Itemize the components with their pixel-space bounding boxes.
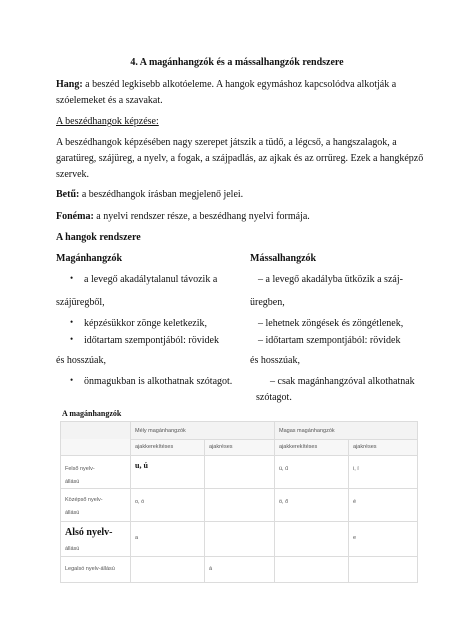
consonant-item4-line2: szótagot. <box>256 392 292 403</box>
betu-definition <box>56 188 243 201</box>
table-cell: ö, ő <box>279 499 289 505</box>
table-rule <box>60 421 61 583</box>
hang-definition-line1 <box>56 78 396 91</box>
subheader-unrounded-deep: ajakréses <box>209 444 233 450</box>
hang-definition-text: a beszéd legkisebb alkotóeleme. A hangok egymáshoz kapcsolódva alkotják a <box>82 79 397 90</box>
bullet-icon: • <box>70 317 74 327</box>
vowel-item3-line1: időtartam szempontjából: rövidek <box>84 335 219 346</box>
row-label-line2: állású <box>65 510 80 516</box>
table-rule <box>60 455 418 456</box>
row-label-line1: Felső nyelv- <box>65 466 95 472</box>
table-rule <box>60 488 418 489</box>
row-label-line2: állású <box>65 479 80 485</box>
vowel-item2: képzésükkor zönge keletkezik, <box>84 318 208 329</box>
table-cell: ü, ű <box>279 466 289 472</box>
subheader-unrounded-high: ajakréses <box>353 444 377 450</box>
table-header-shade <box>60 421 418 439</box>
table-rule <box>60 421 418 422</box>
bullet-icon: • <box>70 334 74 344</box>
row-label-line1: Legalsó nyelv-állású <box>65 566 115 572</box>
row-label-line1: Középső nyelv- <box>65 497 103 503</box>
table-rule <box>417 421 418 583</box>
table-cell: u, ú <box>135 461 148 470</box>
kepzes-text-line2: garatüreg, szájüreg, a nyelv, a fogak, a szájpadlás, az ajkak és az orrüreg. Ezek a hangképző <box>56 153 424 164</box>
fonema-text: a nyelvi rendszer része, a beszédhang nyelvi formája. <box>93 211 310 222</box>
consonants-heading: Mássalhangzók <box>250 253 317 264</box>
consonant-item1-line1: – a levegő akadályba ütközik a száj- <box>258 274 403 285</box>
consonant-item3-line2: és hosszúak, <box>250 355 300 366</box>
kepzes-text-line1: A beszédhangok képzésében nagy szerepet játszik a tüdő, a légcső, a hangszalagok, a <box>56 137 397 148</box>
table-rule <box>60 582 418 583</box>
vowel-item1-line2: szájüregből, <box>56 297 105 308</box>
vowel-item1-line1: a levegő akadálytalanul távozik a <box>84 274 218 285</box>
consonant-item1-line2: üregben, <box>250 297 285 308</box>
table-cell: o, ó <box>135 499 145 505</box>
col-group-deep: Mély magánhangzók <box>135 428 186 434</box>
col-group-high: Magas magánhangzók <box>279 428 335 434</box>
table-rule <box>130 421 131 583</box>
table-rule <box>60 521 418 522</box>
table-title: A magánhangzók <box>62 409 122 418</box>
row-label-line2: állású <box>65 546 80 552</box>
vowel-table-grid <box>60 421 418 583</box>
kepzes-heading: A beszédhangok képzése: <box>56 116 159 127</box>
table-cell: e <box>353 535 357 541</box>
document-title: 4. A magánhangzók és a mássalhangzók rendszere <box>130 57 344 68</box>
consonant-item4-line1: – csak magánhangzóval alkothatnak <box>270 376 415 387</box>
table-cell: a <box>135 535 139 541</box>
table-cell: é <box>353 499 357 505</box>
hang-definition-line2: szóelemeket és a szavakat. <box>56 95 163 106</box>
kepzes-text-line3: szervek. <box>56 169 90 180</box>
subheader-rounded-high: ajakkerekítéses <box>279 444 318 450</box>
vowel-table <box>60 421 418 583</box>
consonant-item2: – lehetnek zöngések és zöngétlenek, <box>258 318 404 329</box>
fonema-definition <box>56 210 310 223</box>
betu-term: Betű: <box>56 189 80 200</box>
betu-text: a beszédhangok írásban megjelenő jelei. <box>79 189 244 200</box>
consonant-item3-line1: – időtartam szempontjából: rövidek <box>258 335 401 346</box>
hang-term: Hang: <box>56 79 83 90</box>
row-label-line1: Alsó nyelv- <box>65 527 113 538</box>
bullet-icon: • <box>70 375 74 385</box>
table-cell: i, í <box>353 466 359 472</box>
table-cell: á <box>209 566 213 572</box>
vowel-item4: önmagukban is alkothatnak szótagot. <box>84 376 233 387</box>
rendszer-heading: A hangok rendszere <box>56 232 141 243</box>
table-rule <box>348 439 349 583</box>
fonema-term: Fonéma: <box>56 211 94 222</box>
vowel-item3-line2: és hosszúak, <box>56 355 106 366</box>
subheader-rounded-deep: ajakkerekítéses <box>135 444 174 450</box>
table-rule <box>274 421 275 583</box>
bullet-icon: • <box>70 273 74 283</box>
table-rule <box>60 556 418 557</box>
table-rule <box>204 439 205 583</box>
vowels-heading: Magánhangzók <box>56 253 123 264</box>
